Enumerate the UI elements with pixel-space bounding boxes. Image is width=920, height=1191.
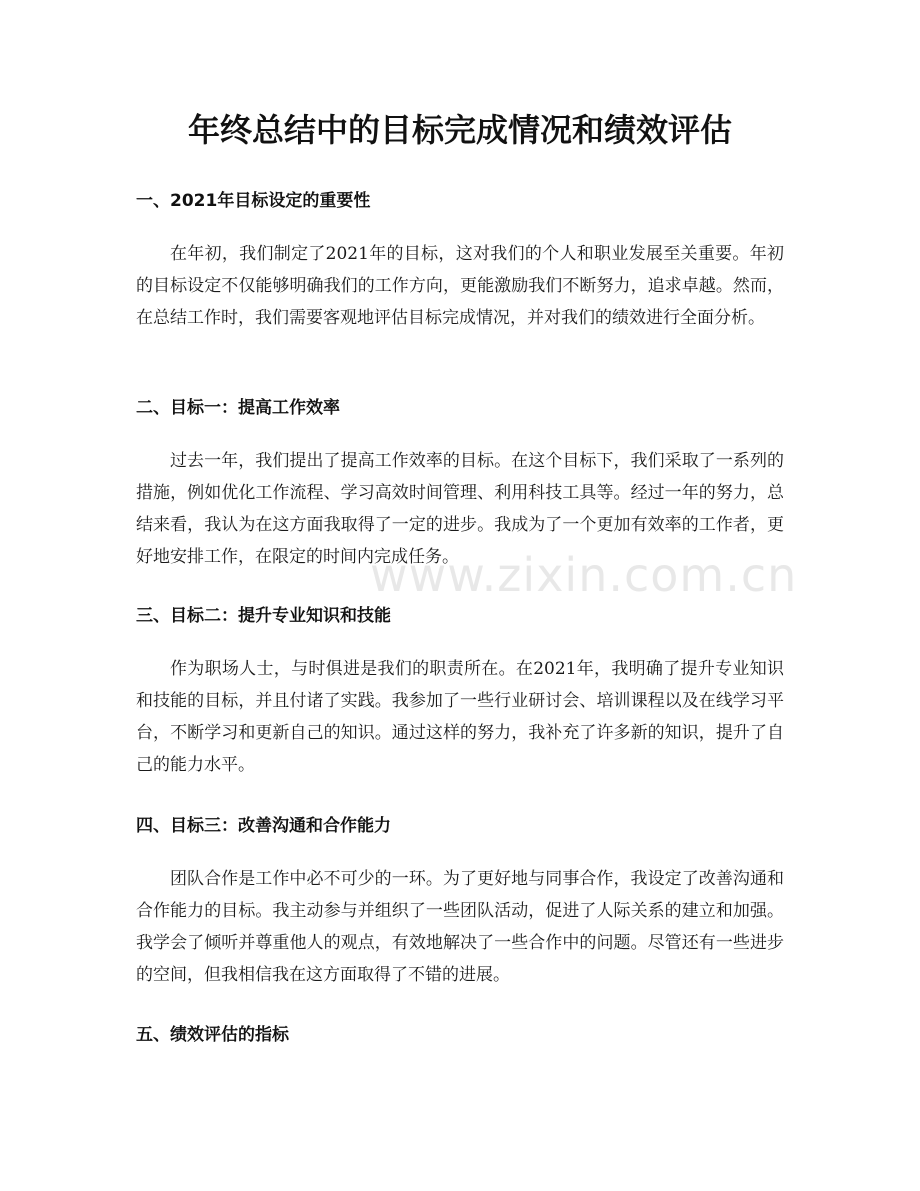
section-heading: 二、目标一：提高工作效率 (136, 398, 340, 418)
document-title: 年终总结中的目标完成情况和绩效评估 (187, 111, 732, 149)
section-goal-communication (136, 813, 784, 991)
section-heading: 五、绩效评估的指标 (136, 1025, 289, 1045)
section-paragraph: 团队合作是工作中必不可少的一环。为了更好地与同事合作，我设定了改善沟通和合作能力的目标。我主动参与并组织了一些团队活动，促进了人际关系的建立和加强。我学会了倾听并尊重他人的观点，有效地解决了一些合作中的问题。尽管还有一些进步的空间，但我相信我在这方面取得了不错的进展。 (136, 869, 784, 985)
section-heading: 三、目标二：提升专业知识和技能 (136, 606, 391, 626)
section-paragraph: 过去一年，我们提出了提高工作效率的目标。在这个目标下，我们采取了一系列的措施，例如优化工作流程、学习高效时间管理、利用科技工具等。经过一年的努力，总结来看，我认为在这方面我取得了一定的进步。我成为了一个更加有效率的工作者，更好地安排工作，在限定的时间内完成任务。 (136, 451, 784, 567)
section-performance-metrics (136, 1022, 784, 1048)
watermark: www.zixin.com.cn (370, 548, 798, 602)
section-goal-setting-importance (136, 188, 784, 334)
section-paragraph: 在年初，我们制定了2021年的目标，这对我们的个人和职业发展至关重要。年初的目标设定不仅能够明确我们的工作方向，更能激励我们不断努力，追求卓越。然而，在总结工作时，我们需要客观地评估目标完成情况，并对我们的绩效进行全面分析。 (136, 244, 784, 328)
section-heading: 一、2021年目标设定的重要性 (136, 191, 371, 211)
section-heading: 四、目标三：改善沟通和合作能力 (136, 816, 391, 836)
section-goal-efficiency (136, 395, 784, 573)
section-goal-skills (136, 603, 784, 781)
section-paragraph: 作为职场人士，与时俱进是我们的职责所在。在2021年，我明确了提升专业知识和技能的目标，并且付诸了实践。我参加了一些行业研讨会、培训课程以及在线学习平台，不断学习和更新自己的知识。通过这样的努力，我补充了许多新的知识，提升了自己的能力水平。 (136, 659, 784, 775)
